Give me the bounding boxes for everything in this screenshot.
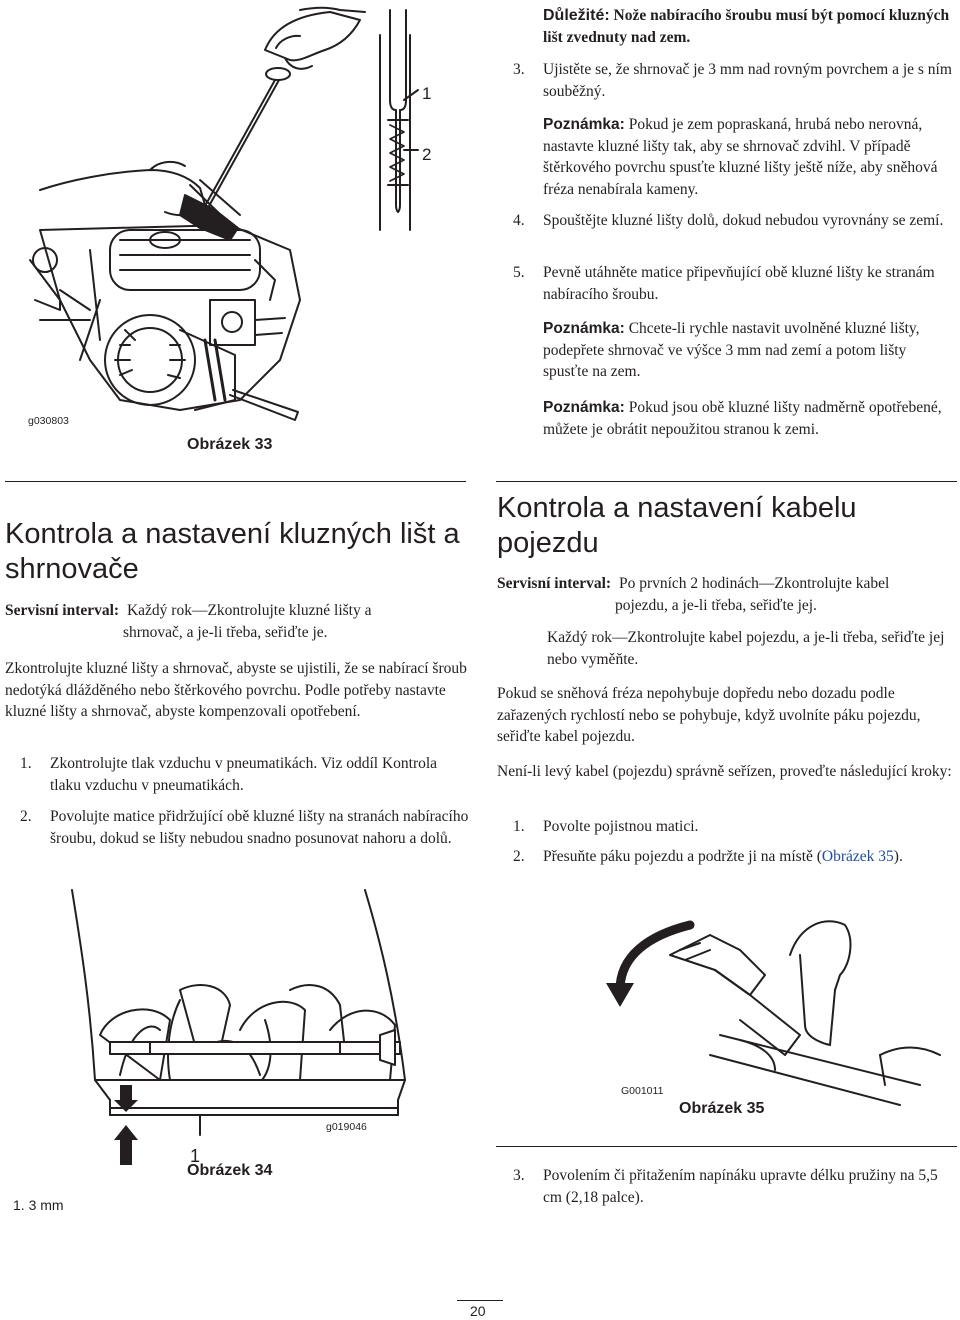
section-heading: Kontrola a nastavení kluzných lišt a shrnovače (5, 518, 460, 585)
step-text: Povolením či přitažením napínáku upravte délku pružiny na 5,5 cm (2,18 palce). (543, 1167, 938, 1206)
intro-paragraph: Zkontrolujte kluzné lišty a shrnovač, abyste se ujistili, že se nabírací šroub nedotýká dlážděného nebo štěrkového povrchu. Podle potřeby nastavte kluzné lišty a shrnovač, abyste kompenzovali opotřebení. (5, 660, 467, 720)
step-number: 3. (513, 1167, 525, 1184)
page-number: 20 (470, 1303, 486, 1319)
step-number: 3. (513, 61, 525, 78)
step-text: Povolujte matice přidržující obě kluzné lišty na stranách nabíracího šroubu, dokud se lišty nebudou snadno posunovat nahoru a dolů. (50, 808, 469, 847)
figure-code: G001011 (621, 1085, 664, 1097)
service-label: Servisní interval: (497, 575, 612, 592)
auger-skid-illustration (0, 880, 480, 1200)
service-interval (497, 573, 957, 616)
paragraph-2: Není-li levý kabel (pojezdu) správně seřízen, proveďte následující kroky: (497, 763, 952, 780)
figure-caption: Obrázek 34 (187, 1162, 273, 1179)
step-1-right (513, 816, 953, 838)
callout-2: 2 (422, 145, 432, 164)
callout-1: 1 (190, 1146, 201, 1166)
step-3-right (513, 1165, 953, 1208)
step-number: 4. (513, 212, 525, 229)
service-text-1: Po prvních 2 hodinách—Zkontrolujte kabel pojezdu, a je-li třeba, seřiďte jej. (614, 575, 890, 614)
step-text: Zkontrolujte tlak vzduchu v pneumatikách. Viz oddíl Kontrola tlaku vzduchu v pneumatikách. (50, 755, 438, 794)
step-text: Ujistěte se, že shrnovač je 3 mm nad rovným povrchem a je s ním souběžný. (543, 61, 952, 100)
important-label: Důležité: (543, 7, 610, 24)
important-notice (543, 5, 955, 48)
step-4-top (513, 210, 953, 232)
step-2-right (513, 846, 953, 868)
figure-rule (496, 1146, 957, 1147)
service-text-2: Každý rok—Zkontrolujte kabel pojezdu, a je-li třeba, seřiďte jej nebo vyměňte. (547, 629, 945, 668)
step-2-left (20, 806, 470, 849)
note-text: Chcete-li rychle nastavit uvolněné kluzné lišty, podepřete shrnovač ve výšce 3 mm nad zemí a potom lišty spusťte na zem. (543, 320, 920, 380)
figure-code: g019046 (326, 1121, 367, 1133)
drive-lever-illustration (500, 895, 960, 1115)
note-text: Pokud je zem popraskaná, hrubá nebo nerovná, nastavte kluzné lišty tak, aby se shrnovač zdvihl. V případě štěrkového povrchu spusťte kluzné lišty ještě níže, aby sněhová fréza nenabírala kameny. (543, 116, 938, 198)
figure-code: g030803 (28, 415, 69, 427)
step-text: Spouštějte kluzné lišty dolů, dokud nebudou vyrovnány se zemí. (543, 212, 944, 229)
figure-legend: 1. 3 mm (13, 1197, 64, 1213)
step-number: 5. (513, 264, 525, 281)
callout-1: 1 (422, 84, 432, 103)
paragraph-1: Pokud se sněhová fréza nepohybuje dopředu nebo dozadu podle zařazených rychlostí nebo se pohybuje, když uvolníte páku pojezdu, seřiďte kabel pojezdu. (497, 685, 921, 745)
footer-rule (457, 1300, 503, 1301)
figure-caption: Obrázek 33 (187, 436, 273, 453)
note-label: Poznámka: (543, 399, 625, 416)
note-text: Pokud jsou obě kluzné lišty nadměrně opotřebené, můžete je obrátit nepoužitou stranou k zemi. (543, 399, 942, 438)
step-5-top (513, 262, 953, 305)
service-interval (5, 600, 475, 643)
step-number: 2. (513, 848, 525, 865)
section-heading: Kontrola a nastavení kabelu pojezdu (497, 492, 857, 559)
step-text: Přesuňte páku pojezdu a podržte ji na místě ( (543, 848, 822, 865)
note-worn-skids (543, 397, 953, 440)
step-text: Povolte pojistnou matici. (543, 818, 699, 835)
section-rule (496, 481, 957, 482)
note-quick-adjust (543, 318, 953, 383)
step-text-end: ). (893, 848, 903, 865)
step-number: 2. (20, 808, 32, 825)
step-number: 1. (20, 755, 32, 772)
step-1-left (20, 753, 470, 796)
service-label: Servisní interval: (5, 602, 120, 619)
important-text: Nože nabíracího šroubu musí být pomocí kluzných lišt zvednuty nad zem. (543, 7, 950, 46)
note-rough-ground (543, 114, 953, 200)
note-label: Poznámka: (543, 116, 625, 133)
note-label: Poznámka: (543, 320, 625, 337)
figure-35-link[interactable]: Obrázek 35 (821, 848, 894, 865)
engine-oil-illustration (0, 0, 480, 470)
section-rule (5, 481, 466, 482)
figure-caption: Obrázek 35 (679, 1100, 765, 1117)
step-text: Pevně utáhněte matice připevňující obě kluzné lišty ke stranám nabíracího šroubu. (543, 264, 935, 303)
step-number: 1. (513, 818, 525, 835)
service-text: Každý rok—Zkontrolujte kluzné lišty a shrnovač, a je-li třeba, seřiďte je. (122, 602, 372, 641)
step-3-top (513, 59, 953, 102)
